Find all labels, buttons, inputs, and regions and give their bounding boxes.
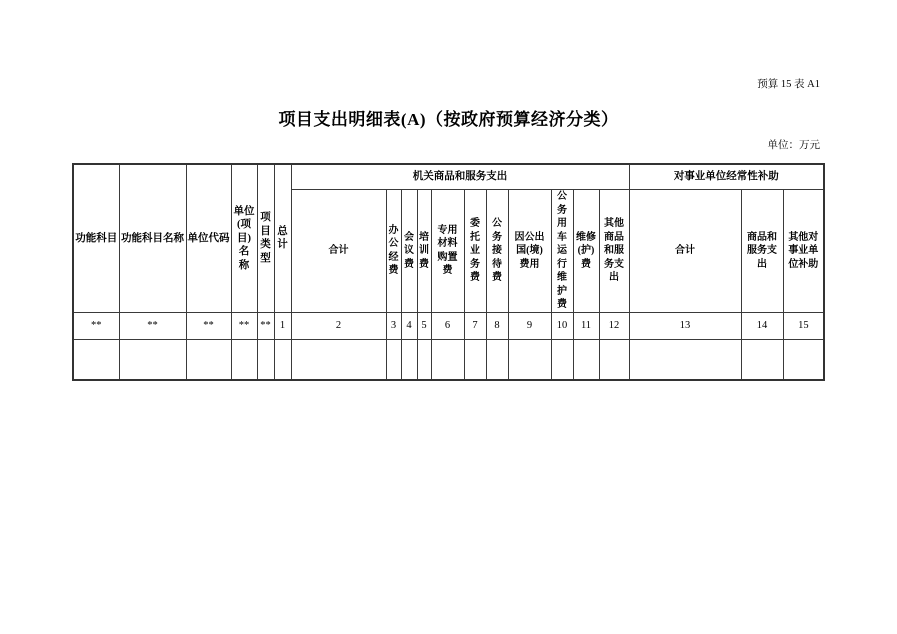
data-cell	[186, 339, 231, 380]
col-header-functional-subject-name: 功能科目名称	[119, 164, 186, 312]
data-row	[73, 339, 824, 380]
col-header-unit-project-name: 单位 (项 目)名 称	[231, 164, 257, 312]
col-header-grand-total: 总 计	[274, 164, 291, 312]
data-cell	[551, 339, 573, 380]
data-cell	[73, 339, 119, 380]
column-code: **	[257, 312, 274, 339]
column-code: 2	[291, 312, 386, 339]
data-cell	[231, 339, 257, 380]
column-code: 4	[401, 312, 417, 339]
data-cell	[741, 339, 783, 380]
column-code: 9	[508, 312, 551, 339]
column-code: 3	[386, 312, 401, 339]
data-cell	[486, 339, 508, 380]
col-header-commissioned-business-fee: 委 托 业 务 费	[464, 190, 486, 313]
col-header-goods-services-total: 合计	[291, 190, 386, 313]
project-expenditure-table	[72, 163, 825, 381]
group-header-goods-services: 机关商品和服务支出	[291, 164, 629, 190]
data-cell	[431, 339, 464, 380]
col-header-training-fee: 培 训 费	[417, 190, 431, 313]
column-code: 12	[599, 312, 629, 339]
column-code-row	[73, 312, 824, 339]
col-header-other-goods-services: 其他 商品 和服 务支 出	[599, 190, 629, 313]
col-header-unit-code: 单位代码	[186, 164, 231, 312]
col-header-repair-fee: 维修 (护) 费	[573, 190, 599, 313]
column-code: 1	[274, 312, 291, 339]
column-code: **	[119, 312, 186, 339]
data-cell	[508, 339, 551, 380]
data-cell	[599, 339, 629, 380]
data-cell	[573, 339, 599, 380]
col-header-subsidy-other: 其他对 事业单 位补助	[783, 190, 824, 313]
data-cell	[291, 339, 386, 380]
data-cell	[274, 339, 291, 380]
data-cell	[464, 339, 486, 380]
data-cell	[417, 339, 431, 380]
col-header-official-reception-fee: 公 务 接 待 费	[486, 190, 508, 313]
table-code-label: 预算 15 表 A1	[757, 79, 820, 90]
data-cell	[401, 339, 417, 380]
col-header-meeting-fee: 会 议 费	[401, 190, 417, 313]
col-header-subsidy-goods-services: 商品和 服务支 出	[741, 190, 783, 313]
column-code: 5	[417, 312, 431, 339]
col-header-abroad-travel-fee: 因公出 国(境) 费用	[508, 190, 551, 313]
header-row-groups	[73, 164, 824, 190]
col-header-functional-subject: 功能科目	[73, 164, 119, 312]
column-code: 13	[629, 312, 741, 339]
data-cell	[119, 339, 186, 380]
column-code: 11	[573, 312, 599, 339]
unit-note: 单位：万元	[767, 140, 820, 151]
column-code: 15	[783, 312, 824, 339]
col-header-official-vehicle-fee: 公务 用车 运行 维护 费	[551, 190, 573, 313]
data-cell	[257, 339, 274, 380]
col-header-subsidy-total: 合计	[629, 190, 741, 313]
col-header-project-type: 项 目 类 型	[257, 164, 274, 312]
data-cell	[386, 339, 401, 380]
column-code: 14	[741, 312, 783, 339]
col-header-office-expenses: 办 公 经 费	[386, 190, 401, 313]
column-code: 7	[464, 312, 486, 339]
column-code: **	[231, 312, 257, 339]
group-header-institution-subsidy: 对事业单位经常性补助	[629, 164, 824, 190]
column-code: **	[186, 312, 231, 339]
data-cell	[783, 339, 824, 380]
data-cell	[629, 339, 741, 380]
page-title: 项目支出明细表(A)（按政府预算经济分类）	[278, 110, 619, 129]
column-code: 8	[486, 312, 508, 339]
column-code: 10	[551, 312, 573, 339]
column-code: **	[73, 312, 119, 339]
col-header-special-materials-fee: 专用 材料 购置 费	[431, 190, 464, 313]
column-code: 6	[431, 312, 464, 339]
